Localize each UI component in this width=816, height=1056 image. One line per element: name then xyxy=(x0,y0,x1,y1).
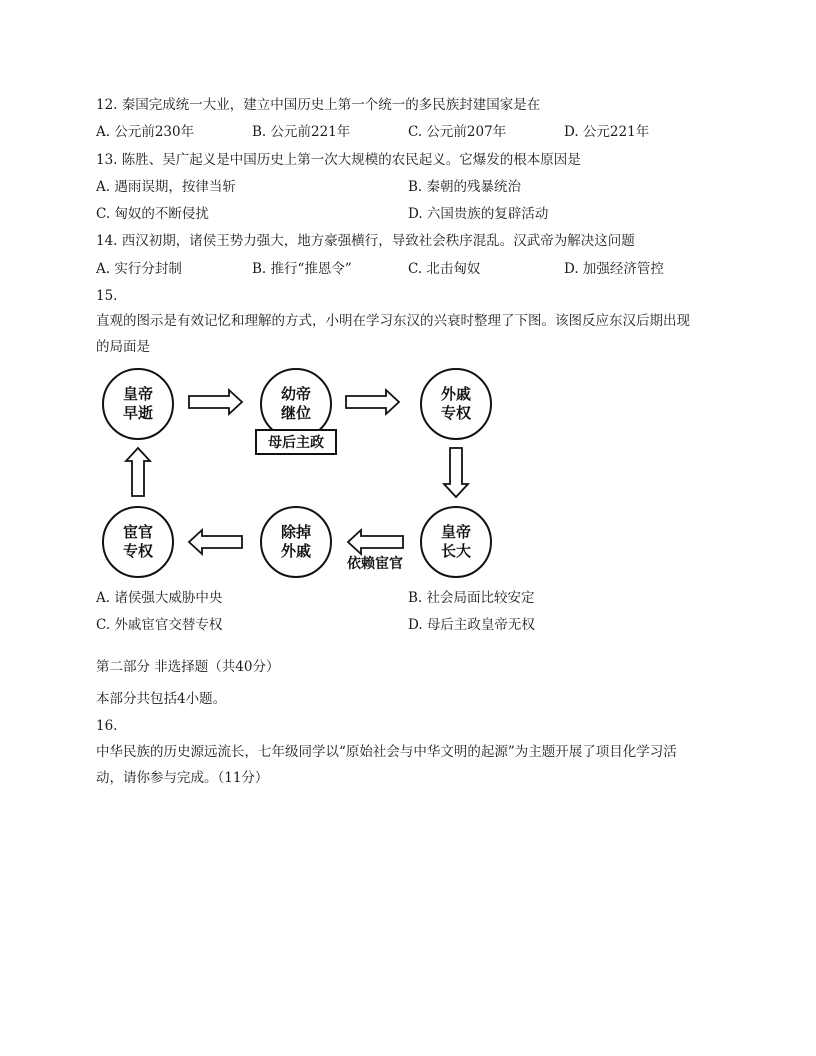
node-young-emperor-throne-line2: 继位 xyxy=(280,404,312,422)
q16-stem-line2: 动，请你参与完成。（11分） xyxy=(96,770,269,786)
node-remove-consort-clan-line1: 除掉 xyxy=(280,523,312,541)
arrow-right-2-icon xyxy=(346,390,399,414)
node-emperor-early-death-line2: 早逝 xyxy=(122,404,154,422)
node-emperor-early-death xyxy=(103,369,173,439)
q13-option-a: A. 遇雨误期，按律当斩 xyxy=(96,179,236,195)
q15-option-d: D. 母后主政皇帝无权 xyxy=(408,617,535,633)
node-emperor-grows-up xyxy=(421,507,491,577)
arrow-left-1-icon xyxy=(348,530,403,554)
q14-option-b: B. 推行“推恩令” xyxy=(252,261,352,277)
q14-option-d: D. 加强经济管控 xyxy=(564,261,664,277)
q12-stem: 12. 秦国完成统一大业，建立中国历史上第一个统一的多民族封建国家是在 xyxy=(96,97,541,113)
q15-flow-diagram xyxy=(96,366,516,584)
q15-number: 15. xyxy=(96,288,118,304)
q13-stem: 13. 陈胜、吴广起义是中国历史上第一次大规模的农民起义。它爆发的根本原因是 xyxy=(96,152,581,168)
node-eunuch-power xyxy=(103,507,173,577)
q16-stem-line1: 中华民族的历史源远流长，七年级同学以“原始社会与中华文明的起源”为主题开展了项目化学习活 xyxy=(96,744,677,760)
q15-option-a: A. 诸侯强大威胁中央 xyxy=(96,590,223,606)
arrow-right-1-icon xyxy=(189,390,242,414)
q14-stem: 14. 西汉初期，诸侯王势力强大，地方豪强横行，导致社会秩序混乱。汉武帝为解决这问题 xyxy=(96,233,635,249)
node-emperor-grows-up-line2: 长大 xyxy=(440,542,472,560)
q14-option-c: C. 北击匈奴 xyxy=(408,261,481,277)
node-young-emperor-throne xyxy=(261,369,331,439)
q13-option-d: D. 六国贵族的复辟活动 xyxy=(408,206,549,222)
q14-option-a: A. 实行分封制 xyxy=(96,261,182,277)
node-consort-clan-power-line2: 专权 xyxy=(440,404,472,422)
node-young-emperor-throne-line1: 幼帝 xyxy=(280,385,312,403)
node-remove-consort-clan xyxy=(261,507,331,577)
q16-number: 16. xyxy=(96,718,118,734)
q15-option-c: C. 外戚宦官交替专权 xyxy=(96,617,223,633)
q15-option-b: B. 社会局面比较安定 xyxy=(408,590,535,606)
node-eunuch-power-line2: 专权 xyxy=(122,542,154,560)
q13-option-c: C. 匈奴的不断侵扰 xyxy=(96,206,209,222)
q12-option-c: C. 公元前207年 xyxy=(408,124,507,140)
node-eunuch-power-line1: 宦官 xyxy=(122,523,154,541)
node-consort-clan-power-line1: 外戚 xyxy=(440,385,472,403)
q12-option-d: D. 公元221年 xyxy=(564,124,650,140)
arrow-down-icon xyxy=(444,448,468,497)
q15-stem-line1: 直观的图示是有效记忆和理解的方式，小明在学习东汉的兴衰时整理了下图。该图反应东汉后期出现 xyxy=(96,313,690,329)
q12-option-b: B. 公元前221年 xyxy=(252,124,351,140)
part2-note: 本部分共包括4小题。 xyxy=(96,691,227,707)
node-emperor-early-death-line1: 皇帝 xyxy=(122,385,154,403)
node-consort-clan-power xyxy=(421,369,491,439)
part2-title: 第二部分 非选择题（共40分） xyxy=(96,659,280,675)
q12-option-a: A. 公元前230年 xyxy=(96,124,195,140)
q13-option-b: B. 秦朝的残暴统治 xyxy=(408,179,522,195)
label-rely-on-eunuchs: 依赖宦官 xyxy=(347,556,403,572)
arrow-up-icon xyxy=(126,448,150,496)
arrow-left-2-icon xyxy=(189,530,242,554)
q15-stem-line2: 的局面是 xyxy=(96,339,150,355)
node-emperor-grows-up-line1: 皇帝 xyxy=(440,523,472,541)
label-empress-dowager-rules: 母后主政 xyxy=(268,435,324,451)
node-remove-consort-clan-line2: 外戚 xyxy=(280,542,312,560)
